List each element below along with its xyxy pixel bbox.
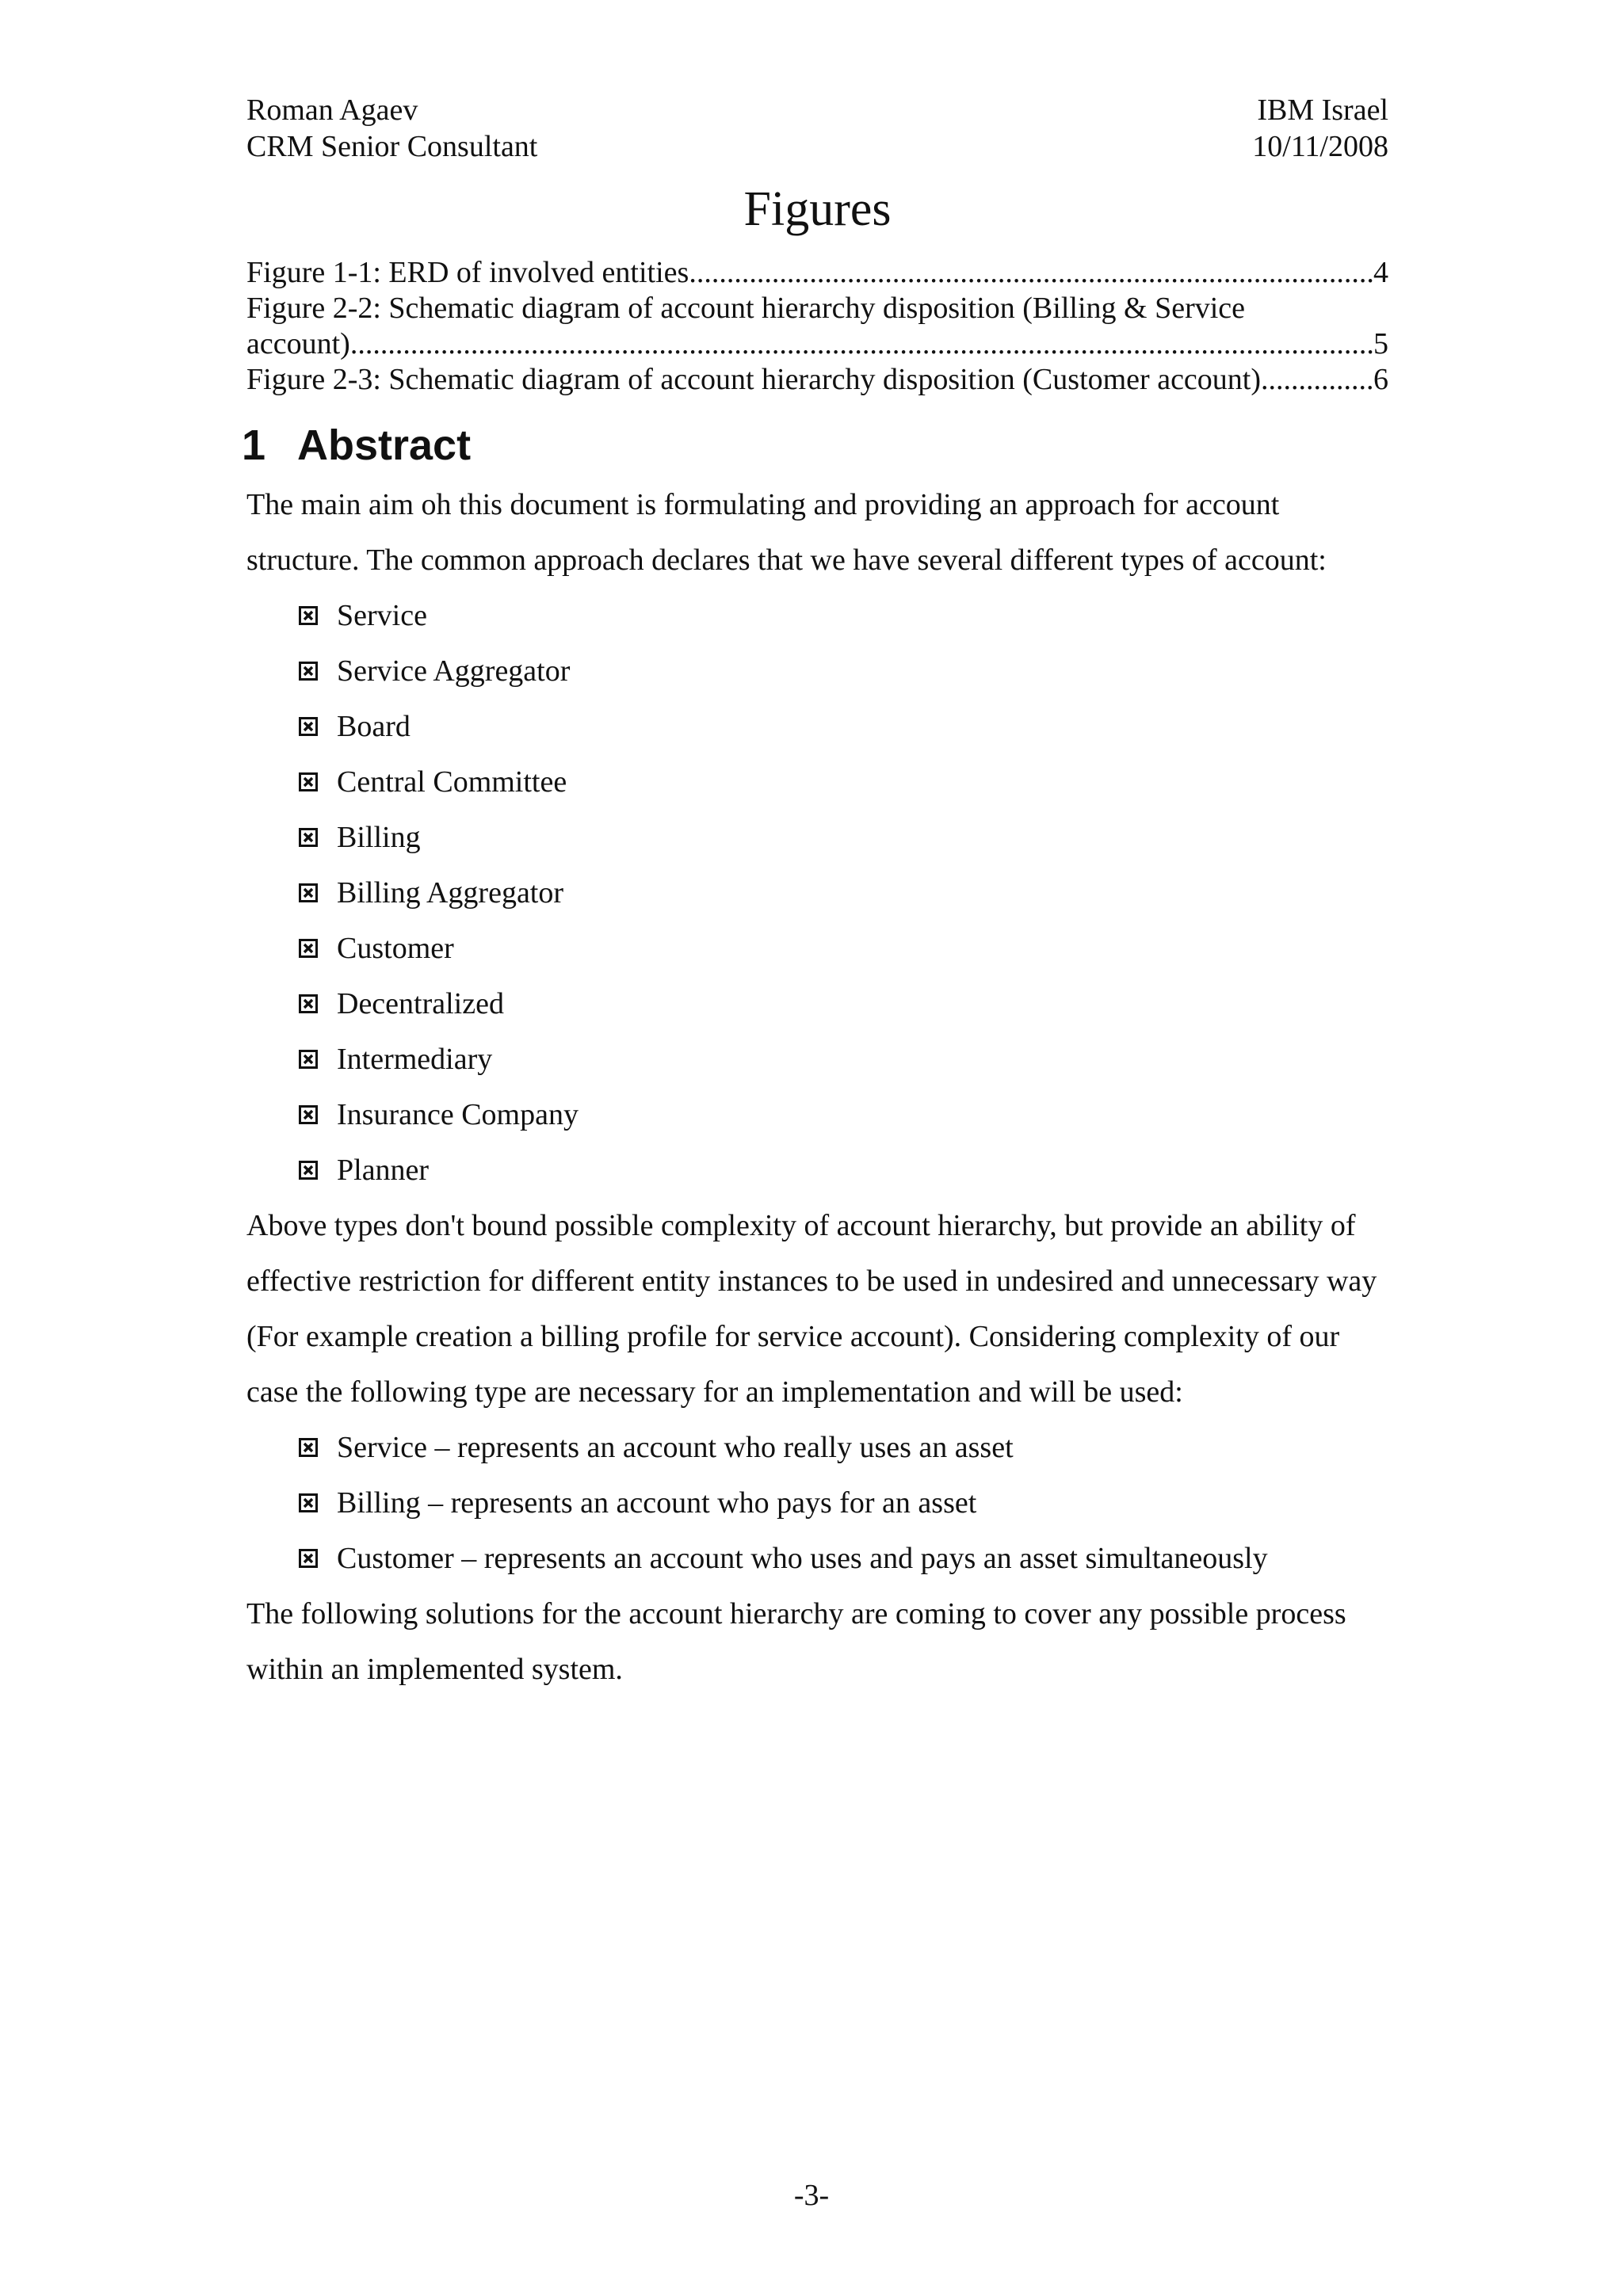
account-types-list [246,588,1388,1198]
section-number: 1 [242,421,266,469]
list-item [299,1420,1388,1475]
list-item-text: Service – represents an account who really uses an asset [337,1431,1014,1464]
figure-entry-page: 4 [1373,256,1388,289]
checkbox-x-icon [299,1105,318,1124]
checkbox-x-icon [299,606,318,625]
document-page [242,92,1388,1697]
list-item-text: Service [337,599,427,632]
list-item [299,1531,1388,1586]
checkbox-x-icon [299,1161,318,1180]
checkbox-x-icon [299,994,318,1013]
list-item-text: Service Aggregator [337,654,571,688]
checkbox-x-icon [299,662,318,681]
closing-paragraph: The following solutions for the account hierarchy are coming to cover any possible process within an implemented system. [246,1597,1346,1686]
company-name: IBM Israel [1257,93,1388,127]
list-item-text: Customer – represents an account who uses and pays an asset simultaneously [337,1542,1268,1575]
intro-paragraph: The main aim oh this document is formulating and providing an approach for account structure. The common approach declares that we have several different types of account: [246,488,1327,577]
list-item [299,1032,1388,1087]
leader-dots [1261,362,1373,398]
document-date: 10/11/2008 [1252,130,1388,163]
list-item-text: Central Committee [337,765,567,799]
list-item [299,921,1388,976]
figure-entry-label: account) [246,327,350,360]
checkbox-x-icon [299,717,318,736]
figure-entry-page: 6 [1373,363,1388,396]
checkbox-x-icon [299,883,318,902]
list-item [299,976,1388,1032]
figure-entry-label: Figure 2-3: Schematic diagram of account hierarchy disposition (Customer account) [246,363,1262,396]
leader-dots [689,255,1373,291]
checkbox-x-icon [299,1050,318,1069]
list-item-text: Decentralized [337,987,504,1020]
page-header [246,92,1388,165]
header-right [1252,92,1388,165]
checkbox-x-icon [299,772,318,791]
author-name: Roman Agaev [246,93,418,127]
list-item [299,643,1388,699]
list-item [299,865,1388,921]
used-types-list [246,1420,1388,1586]
checkbox-x-icon [299,1549,318,1568]
list-item-text: Insurance Company [337,1098,579,1131]
list-item-text: Billing Aggregator [337,876,564,910]
checkbox-x-icon [299,1438,318,1457]
list-item [299,1087,1388,1142]
figures-title: Figures [743,182,892,236]
figure-entry[interactable] [246,326,1388,362]
figures-list [246,255,1388,398]
author-role: CRM Senior Consultant [246,130,538,163]
figure-entry-label: Figure 1-1: ERD of involved entities [246,256,689,289]
checkbox-x-icon [299,1493,318,1512]
page-number: -3- [793,2179,830,2212]
middle-paragraph: Above types don't bound possible complexity of account hierarchy, but provide an ability of effective restriction for different entity instances to be used in undesired and unnecessary way (For example creation a billing profile for service account). Considering complexity of our case the following type are necessary for an implementation and will be used: [246,1209,1377,1409]
list-item-text: Board [337,710,411,743]
list-item [299,754,1388,810]
list-item [299,699,1388,754]
list-item-text: Billing [337,821,421,854]
figure-entry[interactable] [246,255,1388,291]
figure-entry-page: 5 [1373,327,1388,360]
list-item [299,1475,1388,1531]
list-item [299,1142,1388,1198]
figure-entry-label-line1[interactable]: Figure 2-2: Schematic diagram of account hierarchy disposition (Billing & Service [246,292,1246,325]
header-left [246,92,537,165]
list-item-text: Intermediary [337,1043,493,1076]
list-item-text: Planner [337,1154,430,1187]
figure-entry[interactable] [246,362,1388,398]
leader-dots [350,326,1373,362]
list-item-text: Customer [337,932,454,965]
list-item [299,810,1388,865]
list-item-text: Billing – represents an account who pays for an asset [337,1486,977,1520]
checkbox-x-icon [299,828,318,847]
checkbox-x-icon [299,939,318,958]
list-item [299,588,1388,643]
section-heading [242,420,1388,471]
section-title: Abstract [297,421,472,469]
